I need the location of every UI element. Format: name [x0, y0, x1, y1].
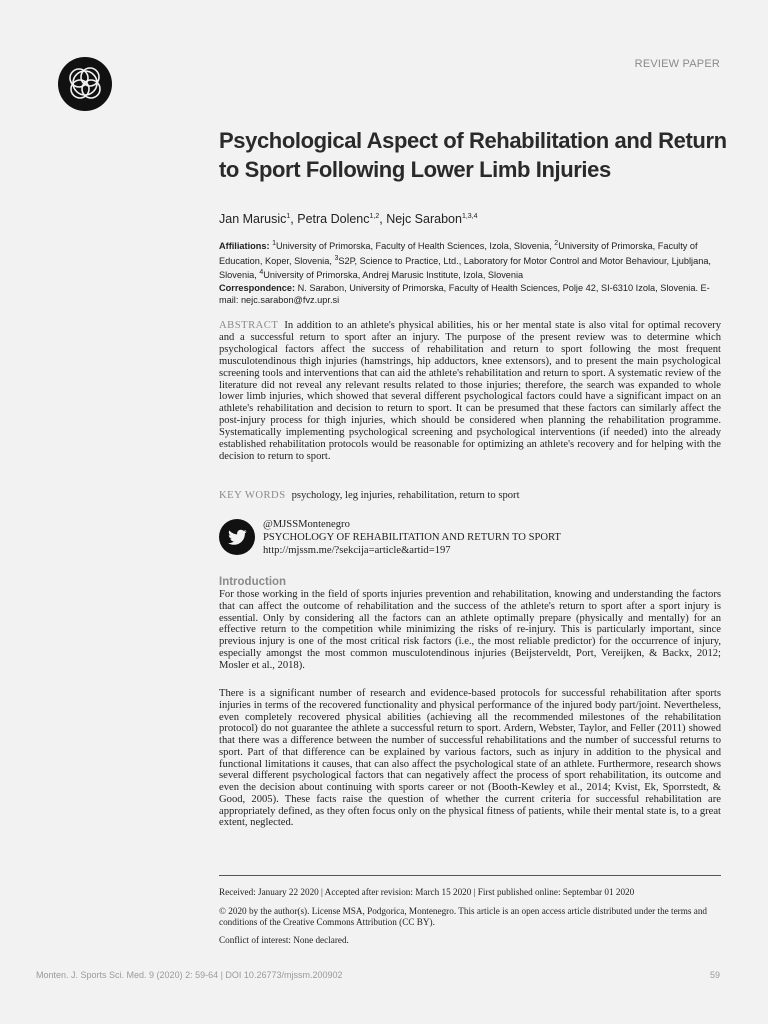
article-title: Psychological Aspect of Rehabilitation and Return to Sport Following Lower Limb Injuries	[219, 128, 727, 182]
author-affiliation-index: 1	[286, 212, 291, 220]
footnote-divider	[219, 875, 721, 876]
twitter-icon[interactable]	[219, 519, 255, 555]
affiliation-index: 1	[272, 240, 276, 247]
abstract-label: ABSTRACT	[219, 320, 279, 331]
author-list	[219, 212, 478, 226]
abstract-text: In addition to an athlete's physical abilities, his or her mental state is also vital for optimal recovery and a successful return to sport after an injury. The purpose of the present review was to determine which psychological factors affect the success of rehabilitation and return to sport following the most frequent musculotendinous thigh injuries (hamstrings, hip adductors, knee extensors), and to present the main psychological screening tools and interventions that can aid the athlete's rehabilitation and return to sport. A systematic review of the literature did not reveal any relevant results related to those injuries; therefore, the search was expanded to whole lower limb injuries, which showed that several different psychological factors could have a significant impact on an athlete's rehabilitation and decision to return to sport. It can be presumed that these factors can similarly affect the post-injury process for thigh injuries, which should be considered when planning the rehabilitation programme. Systematically implementing psychological screening and psychological interventions (if needed) into the already established rehabilitation protocols would be reasonable for optimizing an athlete's recovery and for helping with the decision to return to sport.	[219, 320, 721, 462]
affiliations	[219, 238, 722, 282]
author-name[interactable]: Nejc Sarabon	[386, 212, 462, 226]
dates-note: Received: January 22 2020 | Accepted after revision: March 15 2020 | First published online: Septembar 01 2020	[219, 887, 635, 897]
journal-logo-icon	[57, 56, 113, 112]
affiliations-label: Affiliations:	[219, 241, 270, 252]
author-name[interactable]: Jan Marusic	[219, 212, 287, 226]
article-type-label: REVIEW PAPER	[634, 58, 720, 70]
conflict-note: Conflict of interest: None declared.	[219, 935, 349, 945]
license-note: © 2020 by the author(s). License MSA, Podgorica, Montenegro. This article is an open access article distributed under the terms and conditions of the Creative Commons Attribution (CC BY).	[219, 906, 708, 927]
affiliation-text: University of Primorska, Faculty of Health Sciences, Izola, Slovenia,	[276, 241, 555, 252]
page-number: 59	[709, 970, 720, 980]
affiliation-text: University of Primorska, Faculty of Education, Koper, Slovenia,	[219, 241, 698, 266]
affiliation-index: 2	[554, 240, 559, 247]
correspondence-label: Correspondence:	[219, 283, 296, 293]
affiliation-index: 3	[334, 254, 339, 262]
keywords-label: KEY WORDS	[219, 490, 286, 501]
author-affiliation-index: 1,2	[369, 212, 380, 220]
keywords	[219, 490, 520, 501]
abstract	[219, 320, 721, 463]
social-links	[263, 518, 561, 557]
affiliation-text: University of Primorska, Andrej Marusic Institute, Izola, Slovenia	[263, 270, 524, 281]
social-headline: PSYCHOLOGY OF REHABILITATION AND RETURN TO SPORT	[263, 532, 561, 543]
section-heading-introduction: Introduction	[219, 576, 287, 588]
author-separator: ,	[290, 212, 298, 226]
correspondence-text[interactable]: N. Sarabon, University of Primorska, Faculty of Health Sciences, Polje 42, SI-6310 Izola, Slovenia. E-mail: nejc.sarabon@fvz.upr.si	[219, 283, 710, 305]
author-separator: ,	[379, 212, 387, 226]
body-paragraph: For those working in the field of sports injuries prevention and rehabilitation, knowing and understanding the factors that can affect the outcome of rehabilitation and the success of the athlete's return to sport after a sport injury is essential. Only by considering all the factors can an athlete optimally prepare (physically and mentally) for an effective return to the competition while minimizing the risks of re-injury. This is particularly important, since previous injury is one of the most critical risk factors (i.e., the most reliable predictor) for the occurrence of injury, especially amongst the most common musculotendinous injuries (Beijsterveldt, Port, Vereijken, & Backx, 2012; Mosler et al., 2018).	[219, 589, 721, 671]
article-url[interactable]: http://mjssm.me/?sekcija=article&artid=197	[263, 545, 451, 556]
author-affiliation-index: 1,3,4	[461, 212, 478, 220]
keywords-text: psychology, leg injuries, rehabilitation, return to sport	[291, 490, 520, 501]
affiliation-index: 4	[259, 269, 264, 277]
correspondence	[219, 283, 722, 306]
affiliation-text: S2P, Science to Practice, Ltd., Laboratory for Motor Control and Motor Behaviour, Ljubljana, Slovenia,	[219, 255, 711, 281]
journal-citation: Monten. J. Sports Sci. Med. 9 (2020) 2: 59-64 | DOI 10.26773/mjssm.200902	[36, 970, 343, 980]
body-paragraph: There is a significant number of research and evidence-based protocols for successful rehabilitation after sports injuries in terms of the recovered functionality and physical performance of the injured body part/joint. Nevertheless, even completely recovered physical abilities (achieving all the recommended milestones of the rehabilitation protocol) do not guarantee the athlete a successful return to sport. Ardern, Webster, Taylor, and Feller (2011) showed that there was a difference between the number of successful rehabilitations and the number of successful returns to sport. Part of that difference can be explained by various factors, such as injury in addition to the physical and functional limitations it causes, that can also affect the psychological state of an athlete. Furthermore, research shows several different psychological factors that can negatively affect the process of sport rehabilitation, its outcome and even the decision about continuing with sports career or not (Booth-Kewley et al., 2014; Kvist, Ek, Sporrstedt, & Good, 2005). These facts raise the question of whether the current criteria for successful rehabilitation are appropriately defined, as they often focus only on the physical fitness of patients, while their mental state is, to a great extent, neglected.	[219, 688, 721, 829]
author-name[interactable]: Petra Dolenc	[297, 212, 370, 226]
twitter-handle[interactable]: @MJSSMontenegro	[263, 519, 350, 530]
